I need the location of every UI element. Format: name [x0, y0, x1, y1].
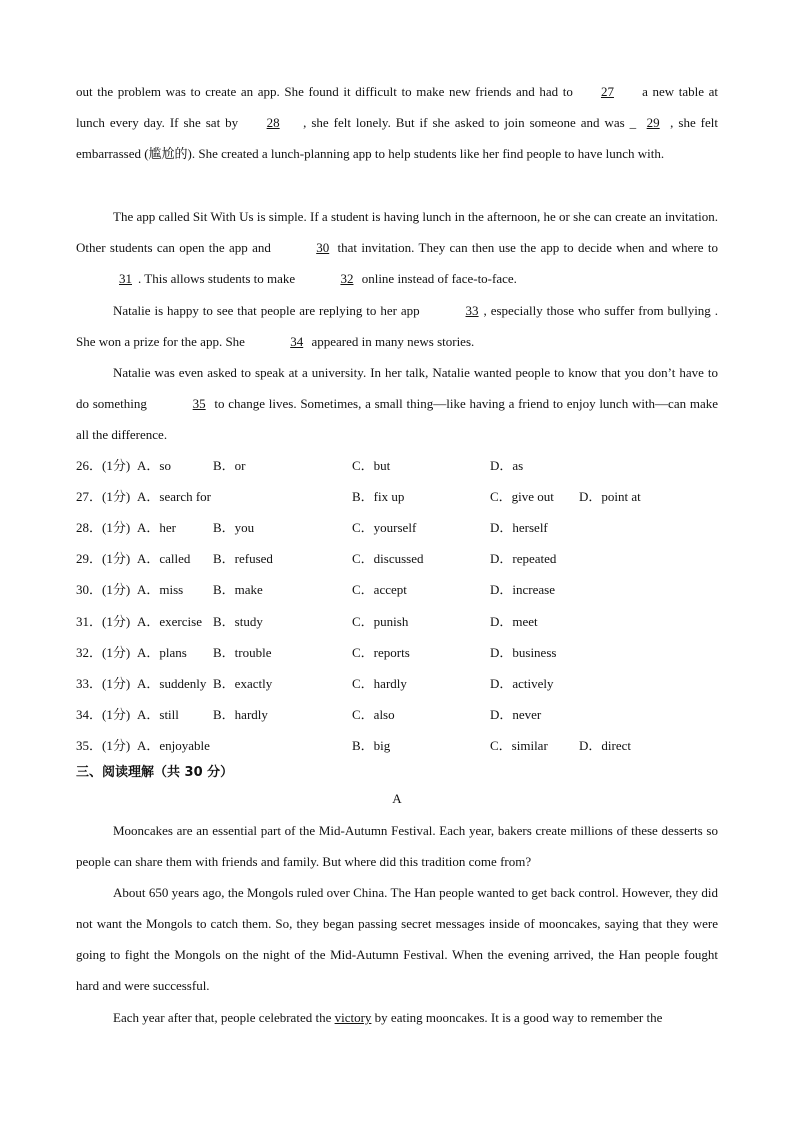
reading-paragraph-1: Mooncakes are an essential part of the Mid-Autumn Festival. Each year, bakers create millions of these desserts so people can share them with friends and family. But where did this tradition come from?: [76, 823, 718, 869]
passage-paragraph-1: out the problem was to create an app. She found it difficult to make new friends and had to 27 a new table at lunch every day. If she sat by 28 , she felt lonely. But if she asked to join someone and was _ 29 , she felt embarrassed (尴尬的). She created a lunch-planning app to help students like her find people to have lunch with.: [76, 76, 718, 169]
option-c: C．give out: [490, 489, 554, 504]
option-c: C．but: [352, 458, 391, 473]
question-number: 34．(1分): [76, 707, 131, 722]
option-d: D．as: [490, 458, 524, 473]
passage-paragraph-3: Natalie is happy to see that people are replying to her app 33 , especially those who suffer from bullying . She won a prize for the app. She 34 appeared in many news stories.: [76, 295, 718, 357]
option-c: C．discussed: [352, 551, 424, 566]
reading-paragraph-2: About 650 years ago, the Mongols ruled over China. The Han people wanted to get back control. However, they did not want the Mongols to catch them. So, they began passing secret messages inside of mooncakes, saying that they were going to fight the Mongols on the night of the Mid-Autumn Festival. When the evening arrived, the Han people fought hard and were successful.: [76, 885, 718, 993]
question-number: 35．(1分): [76, 738, 131, 753]
option-b: B．study: [213, 614, 263, 629]
option-a: A．called: [137, 551, 191, 566]
blank-32: 32: [340, 271, 354, 286]
option-a: A．plans: [137, 645, 187, 660]
option-a: A．her: [137, 520, 176, 535]
option-b: B．big: [352, 738, 391, 753]
option-a: A．search for: [137, 489, 211, 504]
option-a: A．so: [137, 458, 171, 473]
option-c: C．hardly: [352, 676, 407, 691]
option-b: B．fix up: [352, 489, 405, 504]
option-c: C．accept: [352, 582, 407, 597]
passage-label: A: [392, 791, 402, 806]
blank-27: 27: [600, 84, 614, 99]
blank-33: 33: [465, 303, 479, 318]
question-number: 30．(1分): [76, 582, 131, 597]
passage-paragraph-2: The app called Sit With Us is simple. If a student is having lunch in the afternoon, he or she can create an invitation. Other students can open the app and 30 that invitation. They can then use the app to decide when and where to 31 . This allows students to make 32 online instead of face-to-face.: [76, 201, 718, 294]
option-b: B．exactly: [213, 676, 273, 691]
option-d: D．never: [490, 707, 542, 722]
option-c: C．reports: [352, 645, 410, 660]
question-number: 28．(1分): [76, 520, 131, 535]
blank-31: 31: [119, 271, 132, 286]
blank-30: 30: [316, 240, 330, 255]
option-b: B．or: [213, 458, 246, 473]
question-number: 26．(1分): [76, 458, 131, 473]
option-b: B．refused: [213, 551, 273, 566]
reading-paragraph-3: Each year after that, people celebrated the victory by eating mooncakes. It is a good way to remember the: [113, 1010, 663, 1025]
option-c: C．yourself: [352, 520, 417, 535]
option-d: D．increase: [490, 582, 555, 597]
question-number: 33．(1分): [76, 676, 131, 691]
option-b: B．trouble: [213, 645, 272, 660]
question-number: 32．(1分): [76, 645, 131, 660]
option-a: A．exercise: [137, 614, 202, 629]
section-title: 三、阅读理解（共 30 分）: [76, 765, 234, 780]
option-a: A．suddenly: [137, 676, 207, 691]
option-d: D．point at: [579, 489, 641, 504]
option-a: A．still: [137, 707, 179, 722]
blank-35: 35: [192, 396, 206, 411]
option-a: A．miss: [137, 582, 184, 597]
option-d: D．meet: [490, 614, 538, 629]
option-d: D．direct: [579, 738, 631, 753]
option-c: C．punish: [352, 614, 409, 629]
question-number: 29．(1分): [76, 551, 131, 566]
option-b: B．make: [213, 582, 263, 597]
underlined-word-victory: victory: [334, 1010, 372, 1025]
blank-29: 29: [646, 115, 660, 130]
passage-paragraph-4: Natalie was even asked to speak at a university. In her talk, Natalie wanted people to know that you don’t have to do something 35 to change lives. Sometimes, a small thing—like having a friend to enjoy lunch with—can make all the difference.: [76, 365, 718, 442]
option-d: D．actively: [490, 676, 554, 691]
option-a: A．enjoyable: [137, 738, 210, 753]
option-d: D．repeated: [490, 551, 557, 566]
option-b: B．hardly: [213, 707, 268, 722]
option-b: B．you: [213, 520, 255, 535]
option-d: D．business: [490, 645, 557, 660]
option-c: C．also: [352, 707, 395, 722]
question-number: 31．(1分): [76, 614, 131, 629]
option-c: C．similar: [490, 738, 548, 753]
blank-34: 34: [290, 334, 304, 349]
question-number: 27．(1分): [76, 489, 131, 504]
blank-28: 28: [266, 115, 280, 130]
option-d: D．herself: [490, 520, 548, 535]
